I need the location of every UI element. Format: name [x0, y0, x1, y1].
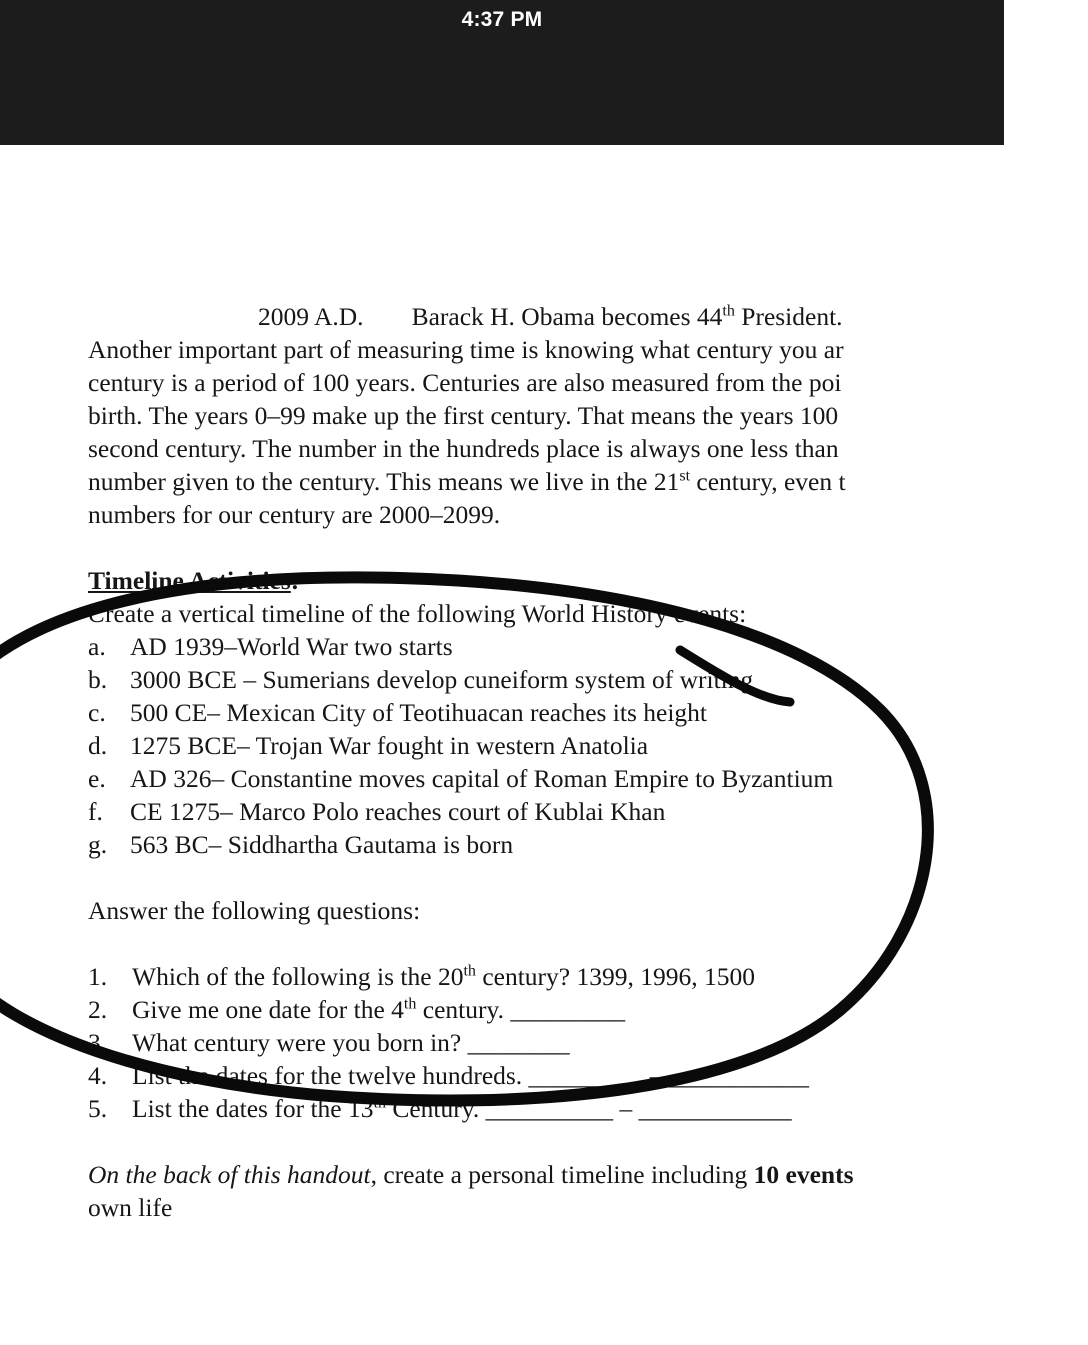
- list-item-marker: b.: [88, 665, 108, 694]
- timeline-activities-heading-text: Timeline Activities: [88, 566, 291, 595]
- instruction-text: reate a vertical timeline of the following World History events:: [105, 599, 747, 628]
- spacer: [88, 1125, 1088, 1158]
- paragraph-line-4: second century. The number in the hundreds place is always one less than: [88, 434, 839, 463]
- closing-plain: , create a personal timeline including: [370, 1160, 754, 1189]
- question-text: List the dates for the 13: [132, 1094, 374, 1123]
- question-superscript: th: [463, 962, 476, 980]
- list-item: [88, 762, 1088, 795]
- question-item: [88, 960, 1088, 993]
- list-item-marker: f.: [88, 797, 103, 826]
- paragraph-line-5-tail: century, even t: [690, 467, 846, 496]
- instruction-drop-cap: C: [88, 599, 106, 628]
- list-item: [88, 630, 1088, 663]
- paragraph-line-6: numbers for our century are 2000–2099.: [88, 500, 501, 529]
- timeline-entry-superscript: th: [722, 302, 735, 320]
- question-marker: 2.: [88, 995, 108, 1024]
- list-item-marker: e.: [88, 764, 106, 793]
- list-item: [88, 828, 1088, 861]
- timeline-activities-heading: [88, 564, 1088, 597]
- spacer: [88, 531, 1088, 564]
- document-page: [0, 145, 1004, 1222]
- question-text: What century were you born in? ________: [132, 1028, 570, 1057]
- question-text-tail: century. _________: [416, 995, 626, 1024]
- question-marker: 3.: [88, 1028, 108, 1057]
- list-item-text: AD 326– Constantine moves capital of Roman Empire to Byzantium: [130, 764, 834, 793]
- closing-italic: On the back of this handout: [88, 1160, 371, 1189]
- paragraph-line-5-text: number given to the century. This means we live in the 21: [88, 467, 680, 496]
- list-item: [88, 696, 1088, 729]
- question-item: [88, 993, 1088, 1026]
- list-item-text: AD 1939–World War two starts: [130, 632, 453, 661]
- list-item: [88, 729, 1088, 762]
- question-marker: 5.: [88, 1094, 108, 1123]
- spacer: [88, 927, 1088, 960]
- question-superscript: th: [373, 1094, 386, 1112]
- question-marker: 1.: [88, 962, 108, 991]
- list-item: [88, 795, 1088, 828]
- question-item: [88, 1059, 1088, 1092]
- question-text-tail: Century. __________ – ____________: [385, 1094, 792, 1123]
- list-item-marker: c.: [88, 698, 106, 727]
- paragraph-line-2: century is a period of 100 years. Centuries are also measured from the poi: [88, 368, 842, 397]
- closing-line-cut: own life: [88, 1193, 173, 1222]
- question-item: [88, 1026, 1088, 1059]
- list-item-text: 1275 BCE– Trojan War fought in western Anatolia: [130, 731, 649, 760]
- answer-prompt: Answer the following questions:: [88, 896, 421, 925]
- question-text-tail: century? 1399, 1996, 1500: [475, 962, 755, 991]
- list-item: [88, 663, 1088, 696]
- list-item-text: 563 BC– Siddhartha Gautama is born: [130, 830, 514, 859]
- timeline-activities-instruction: [88, 597, 1088, 630]
- timeline-entry-event-suffix: President.: [734, 302, 843, 331]
- list-item-text: 3000 BCE – Sumerians develop cuneiform system of writing: [130, 665, 754, 694]
- list-item-marker: d.: [88, 731, 108, 760]
- timeline-events-list: [88, 630, 1088, 861]
- list-item-marker: g.: [88, 830, 108, 859]
- closing-bold: 10 events: [753, 1160, 854, 1189]
- question-item: [88, 1092, 1088, 1125]
- paragraph-line-1: Another important part of measuring time is knowing what century you ar: [88, 335, 844, 364]
- question-marker: 4.: [88, 1061, 108, 1090]
- question-text: Which of the following is the 20: [132, 962, 464, 991]
- question-text: Give me one date for the 4: [132, 995, 404, 1024]
- spacer: [88, 861, 1088, 894]
- status-bar: [0, 0, 1004, 145]
- list-item-marker: a.: [88, 632, 106, 661]
- timeline-entry-year: 2009 A.D.: [258, 302, 364, 331]
- paragraph-line-5-superscript: st: [679, 467, 691, 485]
- questions-list: [88, 960, 1088, 1125]
- paragraph-line-3: birth. The years 0–99 make up the first century. That means the years 100: [88, 401, 839, 430]
- status-bar-clock: 4:37 PM: [461, 8, 543, 31]
- list-item-text: CE 1275– Marco Polo reaches court of Kublai Khan: [130, 797, 666, 826]
- question-superscript: th: [403, 995, 417, 1013]
- timeline-activities-heading-colon: :: [290, 566, 300, 595]
- timeline-entry-line: [88, 300, 1088, 333]
- paragraph-line-5: [88, 465, 1088, 498]
- question-text: List the dates for the twelve hundreds. _________ – ___________: [132, 1061, 810, 1090]
- timeline-entry-event: Barack H. Obama becomes 44: [411, 302, 723, 331]
- closing-line: [88, 1158, 1088, 1191]
- list-item-text: 500 CE– Mexican City of Teotihuacan reaches its height: [130, 698, 708, 727]
- document-text-block: [88, 300, 1088, 1224]
